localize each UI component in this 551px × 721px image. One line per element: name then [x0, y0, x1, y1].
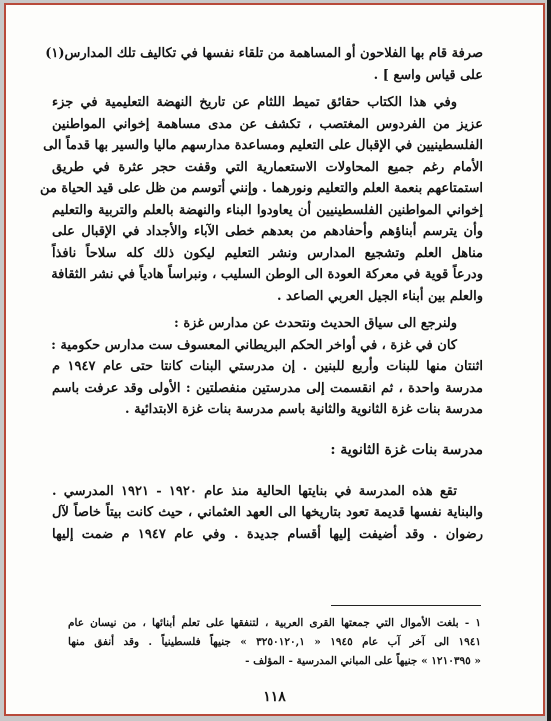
text-line: ولنرجع الى سياق الحديث ونتحدث عن مدارس غزة :	[174, 316, 457, 331]
text-line: تقع هذه المدرسة في بنايتها الحالية منذ عام ١٩٢٠ - ١٩٢١ المدرسي .	[52, 483, 457, 499]
window-edge	[547, 0, 551, 721]
text-line: وفي هذا الكتاب حقائق تميط اللثام عن تاريخ النهضة التعليمية في جزء	[52, 95, 457, 110]
text-line: إخواني المواطنين الفلسطينيين أن يعاودوا البناء والنهضة بالعلم والتربية والتعليم	[52, 202, 483, 218]
text-line: وأن يترسم أبناؤهم وأحفادهم من بعدهم خطى الآباء والأجداد في الإقبال على	[52, 224, 483, 239]
text-line: عزيز من الفردوس المغتصب ، تكشف عن مدى مساهمة إخواني المواطنين	[52, 116, 483, 132]
page-number: ١١٨	[263, 689, 286, 705]
document-page	[4, 3, 545, 716]
footnotes	[68, 605, 481, 671]
text-line: والبناية نفسها قديمة تعود بتاريخها الى العهد العثماني ، حيث كانت بيتاً خاصاً لآل	[52, 505, 483, 520]
body-text	[39, 43, 483, 545]
footnote-line: ١٩٤١ الى آخر آب عام ١٩٤٥ « ٣٢٥٠١٢٠,١ » جنيهاً فلسطينياً . وقد أنفق منها	[68, 636, 481, 648]
text-line: صرفة قام بها الفلاحون أو المساهمة من تلقاء نفسها في تكاليف تلك المدارس(١)	[45, 46, 483, 61]
text-line: كان في غزة ، في أواخر الحكم البريطاني المعسوف ست مدارس حكومية :	[51, 337, 457, 353]
footnote-line: ١ - بلغت الأموال التي جمعتها القرى العربية ، لتنفقها على تعلم أبنائها ، من نيسان عام	[68, 617, 481, 629]
text-line: مدرسة واحدة ، ثم انقسمت إلى مدرستين منفصلتين : الأولى وقد عرفت باسم	[52, 380, 483, 396]
text-line: مناهل العلم وتشجيع المدارس ونشر التعليم ليكون ذلك كله سلاحاً نافذاً	[52, 245, 483, 261]
text-line: والعلم بين أبناء الجيل العربي الصاعد .	[276, 288, 483, 304]
footnote-line: « ١٢١٠٣٩٥ » جنيهاً على المباني المدرسية - المؤلف -	[245, 655, 481, 667]
text-line: استمتاعهم بنعمة العلم والتعليم ونورهما . وإنني أتوسم من ظل على قيد الحياة من	[39, 181, 483, 196]
footnote-rule	[331, 605, 481, 606]
text-line: رضوان . وقد أضيفت إليها أقسام جديدة . وفي عام ١٩٤٧ م ضمت إليها	[52, 526, 483, 542]
text-line: على قياس واسع ] .	[373, 67, 483, 83]
text-line: مدرسة بنات غزة الثانوية والثانية باسم مدرسة بنات غزة الابتدائية .	[125, 402, 483, 417]
text-line: ودرعاً قوية في معركة العودة الى الوطن السليب ، ونبراساً هادياً في نشر الثقافة	[51, 267, 483, 282]
section-heading: مدرسة بنات غزة الثانوية :	[330, 441, 483, 458]
text-line: الأمام رغم جميع المحاولات الاستعمارية التي وقفت حجر عثرة في طريق	[52, 159, 483, 175]
text-line: اثنتان منها للبنات وأربع للبنين . إن مدرستي البنات كانتا حتى عام ١٩٤٧ م	[52, 359, 483, 374]
text-line: الفلسطينيين في الإقبال على التعليم ومساعدة مدارسهم ماليا والسير بها قدماً الى	[43, 138, 483, 153]
